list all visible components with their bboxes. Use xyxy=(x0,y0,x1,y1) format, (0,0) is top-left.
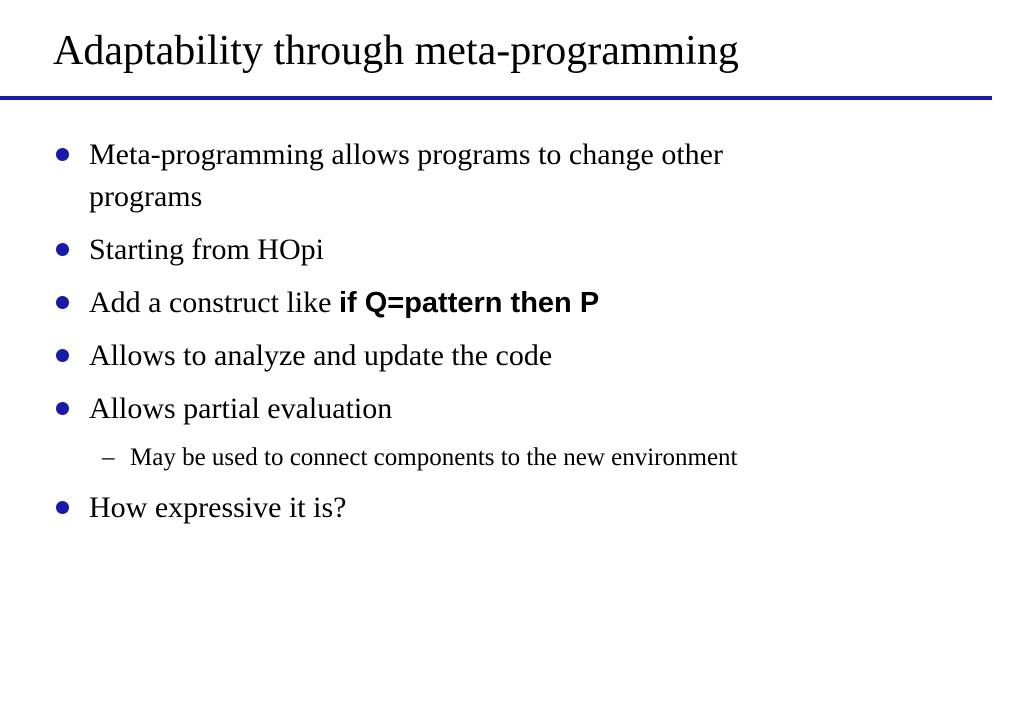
slide-title: Adaptability through meta-programming xyxy=(53,28,739,74)
code-snippet: if Q=pattern then P xyxy=(338,287,600,319)
bullet-dot-icon xyxy=(56,349,69,362)
bullet-item-partial-evaluation xyxy=(89,388,392,430)
bullet-item-construct xyxy=(89,282,599,324)
bullet-text: How expressive it is? xyxy=(89,491,347,524)
bullet-text: Meta-programming allows programs to change other xyxy=(89,138,723,171)
title-divider xyxy=(0,96,992,100)
sub-bullet-text: May be used to connect components to the new environment xyxy=(130,444,738,471)
bullet-text: Add a construct like xyxy=(89,286,339,319)
sub-bullet-connect-components xyxy=(102,441,738,475)
bullet-text-continuation: programs xyxy=(89,180,203,213)
bullet-dot-icon xyxy=(56,402,69,415)
dash-icon: – xyxy=(102,444,115,471)
bullet-text: Allows to analyze and update the code xyxy=(89,339,553,372)
bullet-dot-icon xyxy=(56,296,69,309)
bullet-dot-icon xyxy=(56,148,69,161)
bullet-dot-icon xyxy=(56,501,69,514)
bullet-item-analyze xyxy=(89,335,552,377)
bullet-text: Allows partial evaluation xyxy=(89,392,393,425)
bullet-item-expressive xyxy=(89,487,346,529)
bullet-item-hopi xyxy=(89,229,324,271)
bullet-dot-icon xyxy=(56,243,69,256)
bullet-item-meta-programming xyxy=(89,134,723,218)
bullet-text: Starting from HOpi xyxy=(89,233,324,266)
